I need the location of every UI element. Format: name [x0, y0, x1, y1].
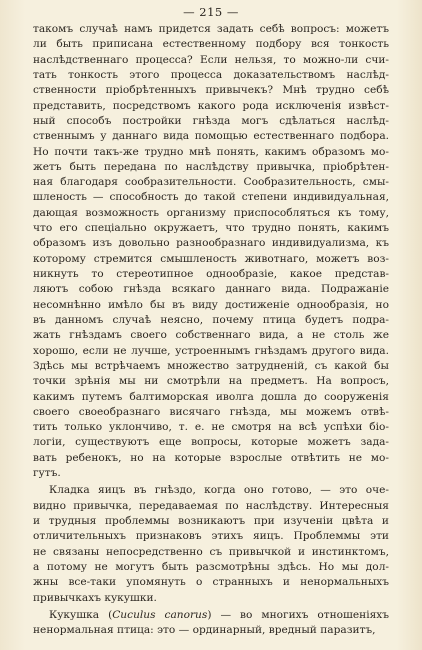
- paragraph-1: [33, 22, 389, 481]
- text-line: въ данномъ случаѣ неясно, почему птица будетъ подра-: [33, 313, 389, 326]
- text-line: гутъ.: [33, 467, 61, 480]
- text-line: образомъ изъ довольно разнообразнаго индивидуализма, къ: [33, 237, 389, 250]
- text-line: отличительныхъ признаковъ этихъ яицъ. Проблеммы эти: [33, 530, 389, 543]
- text-line: Здѣсь мы встрѣчаемъ множество затрудненій, съ какой бы: [33, 359, 389, 372]
- text-line: такомъ случаѣ намъ придется задать себѣ вопросъ: можетъ: [33, 23, 389, 35]
- text-line: ли быть приписана естественному подбору вся тонкость: [33, 38, 389, 51]
- text-line: и трудныя проблеммы возникаютъ при изученіи цвѣта и: [33, 515, 389, 527]
- text-line: тить только уклончиво, т. е. не смотря на всѣ успѣхи біо-: [33, 421, 389, 434]
- text-line: ная благодаря сообразительности. Сообразительность, смы-: [33, 176, 389, 189]
- text-line: несомнѣнно имѣло бы въ виду достиженіе однообразія, но: [33, 298, 389, 311]
- text-line: точки зрѣнія мы ни смотрѣли на предметъ. На вопросъ,: [33, 375, 389, 388]
- text-line: жать гнѣздамъ своего собственнаго вида, а не столь же: [33, 329, 389, 342]
- text-line: Кукушка (Cuculus canorus) — во многихъ отношеніяхъ: [49, 608, 389, 621]
- text-line: ственности пріобрѣтенныхъ привычекъ? Мнѣ трудно себѣ: [33, 84, 389, 97]
- text-line: видно привычка, передаваемая по наслѣдству. Интересныя: [33, 499, 389, 512]
- text-line: шленость — способность до такой степени индивидуальная,: [33, 191, 389, 204]
- text-line: своего своеобразнаго висячаго гнѣзда, мы можемъ отвѣ-: [33, 405, 389, 418]
- text-line: жны все-таки упомянуть о странныхъ и ненормальныхъ: [33, 576, 389, 589]
- text-line: вать ребенокъ, но на которые взрослые отвѣтить не мо-: [33, 451, 389, 464]
- text-line: тать тонкость этого процесса доказательствомъ наслѣд-: [33, 68, 389, 81]
- text-line: дающая возможность организму приспособляться къ тому,: [33, 206, 389, 219]
- text-line: привычкахъ кукушки.: [33, 591, 157, 604]
- text-line: какимъ путемъ балтиморская иволга дошла до сооруженія: [33, 390, 389, 403]
- paragraph-3: [33, 608, 389, 639]
- page-body: [33, 22, 389, 639]
- species-name: Cuculus canorus: [112, 608, 208, 621]
- text-line: а потому не могутъ быть разсмотрѣны здѣсь. Но мы дол-: [33, 560, 389, 573]
- paragraph-2: [33, 483, 389, 606]
- text-line: ный способъ постройки гнѣзда могъ сдѣлаться наслѣд-: [33, 114, 389, 127]
- text-line: ственнымъ у даннаго вида помощью естественнаго подбора.: [33, 130, 389, 143]
- text-line: ненормальная птица: это — ординарный, вредный паразитъ,: [33, 624, 376, 637]
- text-line: что его спеціально окружаетъ, что трудно понять, какимъ: [33, 222, 389, 235]
- text-line: Кладка яицъ въ гнѣздо, когда оно готово, — это оче-: [49, 484, 389, 497]
- text-line: логіи, существуютъ еще вопросы, которые можетъ зада-: [33, 436, 389, 449]
- text-line: Но почти такъ-же трудно мнѣ понять, какимъ образомъ мо-: [33, 145, 389, 158]
- text-line: никнуть то стереотипное однообразіе, какое представ-: [33, 268, 389, 280]
- text-line: жетъ быть передана по наслѣдству привычка, пріобрѣтен-: [33, 160, 389, 173]
- text-line: хорошо, если не лучше, устроеннымъ гнѣздамъ другого вида.: [33, 344, 389, 357]
- page-number: — 215 —: [183, 5, 239, 19]
- text-line: наслѣдственнаго процесса? Если нельзя, то можно-ли счи-: [33, 53, 389, 66]
- text-line: ляютъ собою гнѣзда всякаго даннаго вида. Подражаніе: [33, 283, 389, 296]
- text-line: представить, посредствомъ какого рода исключенія извѣст-: [33, 99, 389, 112]
- text-line: которому стремится смышленость животнаго, можетъ воз-: [33, 252, 389, 265]
- text-line: не связаны непосредственно съ привычкой и инстинктомъ,: [33, 545, 389, 558]
